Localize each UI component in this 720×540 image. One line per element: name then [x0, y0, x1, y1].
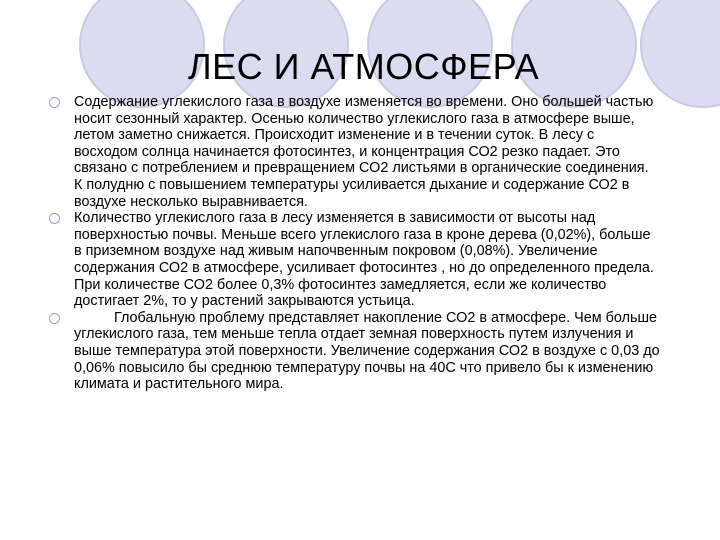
bullet-text: Количество углекислого газа в лесу изменяется в зависимости от высоты над поверхностью почвы. Меньше всего углекислого газа в кроне дерева (0,02%), больше в приземном воздухе над живым напочвенным покровом (0,08%). Увеличение содержания СО2 в атмосфере, усиливает фотосинтез , но до определенного предела. При количестве СО2 более 0,3% фотосинтез замедляется, если же количество достигает 2%, то у растений закрываются устьица.	[74, 210, 654, 310]
bullet-item	[48, 94, 660, 210]
slide-title: ЛЕС И АТМОСФЕРА	[188, 46, 540, 87]
bullet-item	[48, 310, 660, 393]
decorative-circle	[79, 0, 205, 108]
hollow-circle-bullet-icon	[49, 97, 60, 108]
bullet-text: Содержание углекислого газа в воздухе изменяется во времени. Оно большей частью носит сезонный характер. Осенью количество углекислого газа в атмосфере выше, летом заметно снижается. Происходит изменение и в течении суток. В лесу с восходом солнца начинается фотосинтез, и концентрация СО2 резко падает. Это связано с потреблением и превращением СО2 листьями в органические соединения. К полудню с повышением температуры усиливается дыхание и содержание СО2 в воздухе несколько выравнивается.	[74, 94, 654, 210]
bullet-item	[48, 210, 660, 310]
hollow-circle-bullet-icon	[49, 313, 60, 324]
bullet-text: Глобальную проблему представляет накопление СО2 в атмосфере. Чем больше углекислого газа, тем меньше тепла отдает земная поверхность путем излучения и выше температура этой поверхности. Увеличение содержания СО2 в воздухе с 0,03 до 0,06% повысило бы среднюю температуру почвы на 40С что привело бы к изменению климата и растительного мира.	[74, 309, 660, 393]
bullet-list	[48, 94, 660, 393]
hollow-circle-bullet-icon	[49, 213, 60, 224]
decorative-circle	[640, 0, 720, 108]
